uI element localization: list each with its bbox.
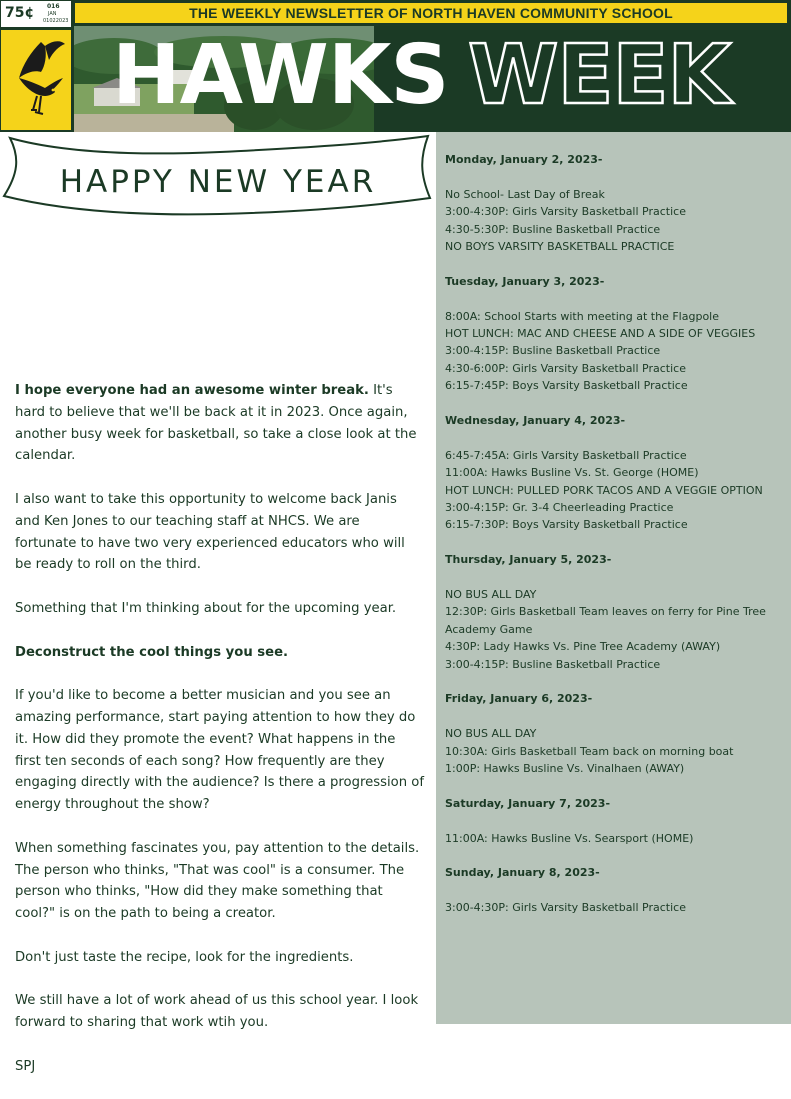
tagline: THE WEEKLY NEWSLETTER OF NORTH HAVEN COMMUNITY SCHOOL (189, 5, 673, 21)
signature: SPJ (15, 1058, 36, 1074)
hawk-icon (1, 30, 71, 130)
schedule-event: 6:15-7:30P: Boys Varsity Basketball Practice (445, 518, 688, 532)
day-heading: Thursday, January 5, 2023- (445, 553, 612, 567)
title-hawks: HAWKS (112, 28, 449, 123)
schedule-event: NO BUS ALL DAY (445, 727, 537, 741)
tagline-strip (74, 2, 788, 24)
schedule-event: 3:00-4:15P: Busline Basketball Practice (445, 344, 661, 358)
issue-date: 01022023 (43, 18, 69, 24)
deconstruct-bold: Deconstruct the cool things you see. (15, 644, 289, 660)
schedule-day (445, 151, 790, 255)
day-heading: Wednesday, January 4, 2023- (445, 414, 626, 428)
day-heading: Sunday, January 8, 2023- (445, 866, 600, 880)
paragraph-heading (15, 642, 425, 664)
schedule-event: 12:30P: Girls Basketball Team leaves on ferry for Pine Tree Academy Game (445, 605, 766, 636)
letter-body (15, 380, 425, 1099)
day-heading: Friday, January 6, 2023- (445, 692, 593, 706)
paragraph: If you'd like to become a better musician and you see an amazing performance, start paying attention to how they do it. How did they promote the event? What happens in the first ten seconds of each song? How frequently are they engaging directly with the audience? Is there a progression of energy throughout the show? (15, 688, 424, 813)
schedule-day (445, 273, 790, 395)
schedule-column (436, 132, 791, 1024)
schedule-day (445, 795, 790, 847)
schedule-event: 11:00A: Hawks Busline Vs. Searsport (HOME) (445, 831, 694, 845)
paragraph: I also want to take this opportunity to welcome back Janis and Ken Jones to our teaching staff at NHCS. We are fortunate to have two very experienced educators who will be ready to roll on the third. (15, 491, 405, 573)
schedule-event: 3:00-4:30P: Girls Varsity Basketball Practice (445, 901, 686, 915)
intro-text: It's hard to believe that we'll be back at it in 2023. Once again, another busy week for basketball, so take a close look at the calendar. (15, 383, 417, 464)
price: 75¢ (5, 5, 35, 21)
schedule-day (445, 864, 790, 916)
schedule-event: NO BOYS VARSITY BASKETBALL PRACTICE (445, 240, 675, 254)
schedule-event: 6:15-7:45P: Boys Varsity Basketball Practice (445, 379, 688, 393)
day-heading: Monday, January 2, 2023- (445, 153, 603, 166)
paragraph: When something fascinates you, pay attention to the details. The person who thinks, "That was cool" is a consumer. The person who thinks, "How did they make something that cool?" is on the path to being a creator. (15, 840, 420, 922)
banner-text: HAPPY NEW YEAR (59, 164, 377, 200)
schedule-event: 4:30-6:00P: Girls Varsity Basketball Practice (445, 361, 686, 375)
schedule-event: NO BUS ALL DAY (445, 588, 537, 602)
issue-month: JAN (48, 11, 57, 17)
title-week: WEEK (468, 28, 731, 123)
schedule-event: HOT LUNCH: PULLED PORK TACOS AND A VEGGIE OPTION (445, 483, 763, 497)
schedule-event: 8:00A: School Starts with meeting at the Flagpole (445, 309, 719, 323)
paragraph: Something that I'm thinking about for the upcoming year. (15, 600, 397, 616)
schedule-event: 1:00P: Hawks Busline Vs. Vinalhaen (AWAY) (445, 762, 685, 776)
weekly-schedule (445, 151, 790, 934)
schedule-day (445, 551, 790, 673)
schedule-event: 4:30P: Lady Hawks Vs. Pine Tree Academy (AWAY) (445, 640, 721, 654)
day-heading: Saturday, January 7, 2023- (445, 796, 611, 810)
schedule-event: HOT LUNCH: MAC AND CHEESE AND A SIDE OF VEGGIES (445, 327, 756, 341)
schedule-event: 3:00-4:30P: Girls Varsity Basketball Practice (445, 205, 686, 219)
day-heading: Tuesday, January 3, 2023- (445, 274, 605, 288)
schedule-day (445, 412, 790, 534)
paragraph (15, 380, 425, 467)
masthead (0, 0, 791, 132)
schedule-event: 10:30A: Girls Basketball Team back on morning boat (445, 744, 734, 758)
schedule-event: 6:45-7:45A: Girls Varsity Basketball Practice (445, 448, 687, 462)
intro-bold: I hope everyone had an awesome winter break. (15, 383, 369, 398)
schedule-event: 3:00-4:15P: Gr. 3-4 Cheerleading Practice (445, 501, 674, 515)
schedule-event: 11:00A: Hawks Busline Vs. St. George (HOME) (445, 466, 699, 480)
letter-column (0, 132, 436, 1074)
schedule-event: 3:00-4:15P: Busline Basketball Practice (445, 657, 661, 671)
paragraph: We still have a lot of work ahead of us this school year. I look forward to sharing that work wtih you. (15, 993, 419, 1031)
paragraph: Don't just taste the recipe, look for the ingredients. (15, 949, 354, 965)
hawk-logo (0, 29, 72, 131)
schedule-event: 4:30-5:30P: Busline Basketball Practice (445, 222, 661, 236)
price-box (0, 0, 72, 28)
happy-new-year-banner (0, 134, 436, 218)
schedule-day (445, 690, 790, 777)
schedule-event: No School- Last Day of Break (445, 187, 605, 201)
issue-number: 016 (47, 3, 60, 10)
